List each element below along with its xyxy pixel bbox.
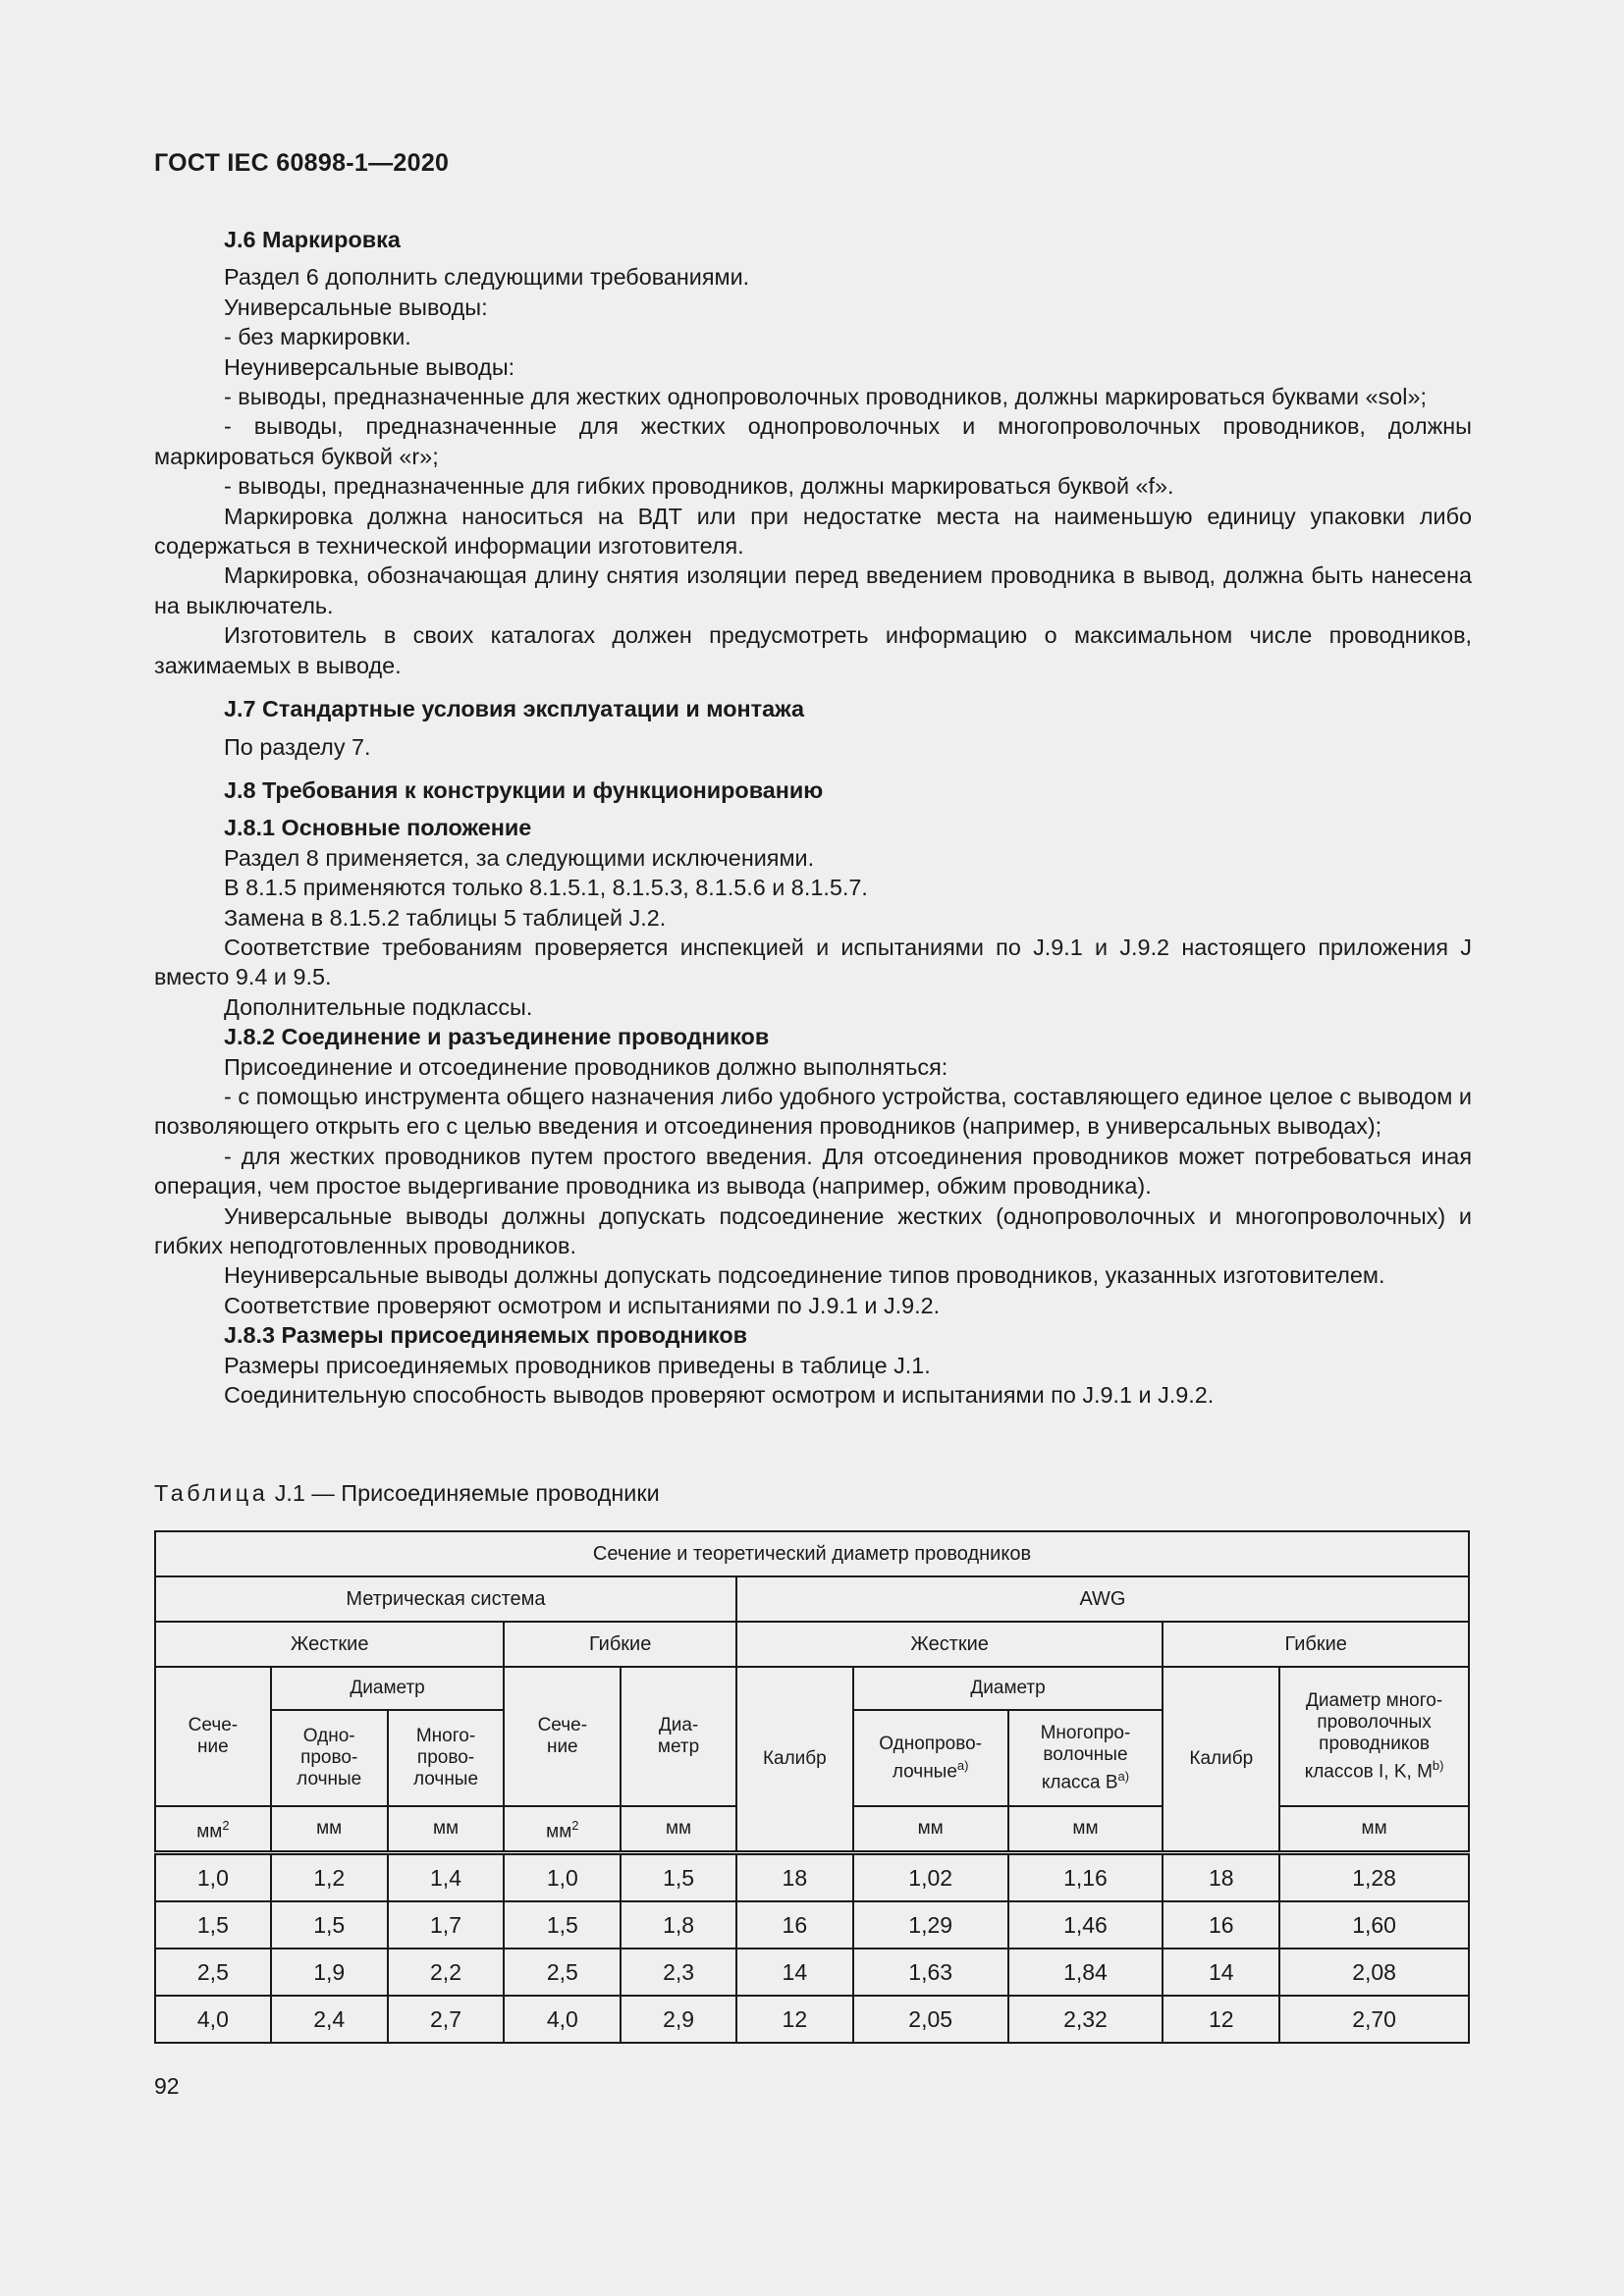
paragraph: Раздел 6 дополнить следующими требованиями.	[224, 264, 750, 291]
table-header-rigid: Жесткие	[155, 1622, 504, 1667]
table-cell: 1,5	[621, 1853, 736, 1902]
table-cell: 1,9	[271, 1949, 388, 1996]
unit-text: мм	[196, 1821, 223, 1842]
table-header-flexible: Гибкие	[504, 1622, 736, 1667]
table-header-single-wire-awg	[853, 1710, 1008, 1806]
table-cell: 2,2	[388, 1949, 505, 1996]
table-cell: 16	[736, 1901, 853, 1949]
table-cell: 1,0	[155, 1853, 271, 1902]
table-row	[155, 1949, 1469, 1996]
table-cell: 1,5	[155, 1901, 271, 1949]
section-j6-title: J.6 Маркировка	[224, 227, 401, 252]
paragraph: По разделу 7.	[224, 733, 371, 760]
table-cell: 14	[1163, 1949, 1279, 1996]
table-cell: 2,7	[388, 1996, 505, 2043]
table-header-multi-wire: Много- прово- лочные	[388, 1710, 505, 1806]
paragraph: Соответствие проверяют осмотром и испытаниями по J.9.1 и J.9.2.	[224, 1292, 941, 1318]
table-header-multi-wire-awg	[1008, 1710, 1164, 1806]
section-j7-title: J.7 Стандартные условия эксплуатации и монтажа	[224, 696, 805, 722]
paragraph: Маркировка, обозначающая длину снятия изоляции перед введением проводника в вывод, должна быть нанесена на выключатель.	[154, 562, 1472, 618]
table-header-single-wire: Одно- прово- лочные	[271, 1710, 388, 1806]
document-header: ГОСТ IEC 60898-1—2020	[154, 149, 450, 177]
unit-text: мм	[546, 1821, 572, 1842]
table-header-diameter-flex: Диа- метр	[621, 1667, 736, 1806]
unit-cell: мм	[1279, 1806, 1469, 1853]
paragraph: Изготовитель в своих каталогах должен предусмотреть информацию о максимальном числе проводников, зажимаемых в выводе.	[154, 622, 1472, 678]
table-cell: 2,5	[504, 1949, 621, 1996]
paragraph: - с помощью инструмента общего назначения либо удобного устройства, составляющего единое целое с выводом и позволяющего открыть его с целью введения и отсоединения проводников (например, в универсальных выводах);	[154, 1083, 1472, 1140]
table-cell: 14	[736, 1949, 853, 1996]
table-cell: 2,70	[1279, 1996, 1469, 2043]
section-j8-title: J.8 Требования к конструкции и функционированию	[224, 776, 824, 803]
paragraph: Неуниверсальные выводы должны допускать подсоединение типов проводников, указанных изготовителем.	[224, 1262, 1385, 1289]
table-header-diameter-multi-flex	[1279, 1667, 1469, 1806]
paragraph: Раздел 8 применяется, за следующими исключениями.	[224, 844, 815, 871]
table-cell: 4,0	[504, 1996, 621, 2043]
table-cell: 2,4	[271, 1996, 388, 2043]
unit-sup: 2	[222, 1817, 230, 1833]
footnote-mark: a)	[1117, 1768, 1130, 1784]
unit-cell: мм	[1008, 1806, 1164, 1853]
table-header-metric: Метрическая система	[155, 1576, 736, 1622]
table-cell: 1,16	[1008, 1853, 1164, 1902]
unit-cell	[504, 1806, 621, 1853]
unit-sup: 2	[571, 1817, 579, 1833]
table-cell: 1,0	[504, 1853, 621, 1902]
paragraph: - без маркировки.	[224, 324, 411, 350]
footnote-mark: a)	[956, 1757, 969, 1773]
unit-cell: мм	[853, 1806, 1008, 1853]
table-cell: 18	[736, 1853, 853, 1902]
paragraph: Дополнительные подклассы.	[224, 993, 533, 1020]
table-header-section: Сече- ние	[155, 1667, 271, 1806]
table-cell: 1,84	[1008, 1949, 1164, 1996]
section-j82-title: J.8.2 Соединение и разъединение проводников	[224, 1024, 770, 1050]
table-cell: 16	[1163, 1901, 1279, 1949]
table-header-awg: AWG	[736, 1576, 1469, 1622]
table-header-diameter: Диаметр	[271, 1667, 505, 1710]
table-cell: 2,3	[621, 1949, 736, 1996]
paragraph: Неуниверсальные выводы:	[224, 353, 515, 380]
table-header-diameter-awg: Диаметр	[853, 1667, 1164, 1710]
table-caption-text: J.1 — Присоединяемые проводники	[274, 1480, 660, 1506]
table-caption	[154, 1480, 660, 1507]
paragraph: Присоединение и отсоединение проводников должно выполняться:	[224, 1053, 948, 1080]
table-cell: 1,60	[1279, 1901, 1469, 1949]
paragraph: Замена в 8.1.5.2 таблицы 5 таблицей J.2.	[224, 904, 667, 931]
table-cell: 1,8	[621, 1901, 736, 1949]
table-header-gauge-flex: Калибр	[1163, 1667, 1279, 1853]
table-cell: 1,28	[1279, 1853, 1469, 1902]
table-header-diameter-multi-flex-text: Диаметр много- проволочных проводников классов I, K, M	[1304, 1689, 1443, 1783]
paragraph: В 8.1.5 применяются только 8.1.5.1, 8.1.5.3, 8.1.5.6 и 8.1.5.7.	[224, 875, 868, 901]
section-j81-title: J.8.1 Основные положение	[224, 815, 532, 841]
table-cell: 1,2	[271, 1853, 388, 1902]
table-header-gauge: Калибр	[736, 1667, 853, 1853]
unit-cell: мм	[271, 1806, 388, 1853]
table-cell: 12	[736, 1996, 853, 2043]
conductor-table	[154, 1530, 1470, 2044]
unit-cell: мм	[388, 1806, 505, 1853]
paragraph: - выводы, предназначенные для жестких однопроволочных и многопроволочных проводников, должны маркироваться буквой «r»;	[154, 413, 1472, 469]
table-cell: 1,4	[388, 1853, 505, 1902]
table-cell: 2,32	[1008, 1996, 1164, 2043]
page-number: 92	[154, 2073, 180, 2099]
table-header-single-wire-awg-text: Однопрово- лочные	[879, 1733, 983, 1783]
table-row	[155, 1853, 1469, 1902]
footnote-mark: b)	[1432, 1757, 1444, 1773]
paragraph: - выводы, предназначенные для гибких проводников, должны маркироваться буквой «f».	[224, 473, 1174, 500]
table-cell: 1,46	[1008, 1901, 1164, 1949]
paragraph: Универсальные выводы должны допускать подсоединение жестких (однопроволочных и многопроволочных) и гибких неподготовленных проводников.	[154, 1202, 1472, 1258]
table-header-rigid-awg: Жесткие	[736, 1622, 1163, 1667]
table-cell: 2,9	[621, 1996, 736, 2043]
paragraph: - выводы, предназначенные для жестких однопроволочных проводников, должны маркироваться буквами «sol»;	[224, 384, 1428, 410]
section-j83-title: J.8.3 Размеры присоединяемых проводников	[224, 1322, 747, 1349]
table-cell: 1,29	[853, 1901, 1008, 1949]
paragraph: Размеры присоединяемых проводников приведены в таблице J.1.	[224, 1352, 931, 1378]
table-cell: 18	[1163, 1853, 1279, 1902]
paragraph: - для жестких проводников путем простого введения. Для отсоединения проводников может потребоваться иная операция, чем простое выдергивание проводника из вывода (например, обжим проводника).	[154, 1143, 1472, 1200]
table-row	[155, 1901, 1469, 1949]
table-header-multi-wire-awg-text: Многопро- волочные класса B	[1040, 1722, 1131, 1793]
table-cell: 1,02	[853, 1853, 1008, 1902]
paragraph: Универсальные выводы:	[224, 294, 488, 320]
table-cell: 1,5	[271, 1901, 388, 1949]
table-header-section-flex: Сече- ние	[504, 1667, 621, 1806]
table-body	[155, 1853, 1469, 2044]
body-text	[154, 225, 1472, 1410]
table-cell: 1,7	[388, 1901, 505, 1949]
table-cell: 2,5	[155, 1949, 271, 1996]
paragraph: Маркировка должна наноситься на ВДТ или при недостатке места на наименьшую единицу упаковки либо содержаться в технической информации изготовителя.	[154, 503, 1472, 560]
table-cell: 4,0	[155, 1996, 271, 2043]
paragraph: Соединительную способность выводов проверяют осмотром и испытаниями по J.9.1 и J.9.2.	[224, 1382, 1215, 1409]
table-cell: 1,63	[853, 1949, 1008, 1996]
table-header-flexible-awg: Гибкие	[1163, 1622, 1469, 1667]
paragraph: Соответствие требованиям проверяется инспекцией и испытаниями по J.9.1 и J.9.2 настоящего приложения J вместо 9.4 и 9.5.	[154, 934, 1472, 990]
table-cell: 12	[1163, 1996, 1279, 2043]
table-cell: 2,08	[1279, 1949, 1469, 1996]
unit-cell: мм	[621, 1806, 736, 1853]
table-cell: 2,05	[853, 1996, 1008, 2043]
table-header-top: Сечение и теоретический диаметр проводников	[155, 1531, 1469, 1576]
table-caption-label: Таблица	[154, 1480, 269, 1506]
table-row	[155, 1996, 1469, 2043]
unit-cell	[155, 1806, 271, 1853]
table-cell: 1,5	[504, 1901, 621, 1949]
